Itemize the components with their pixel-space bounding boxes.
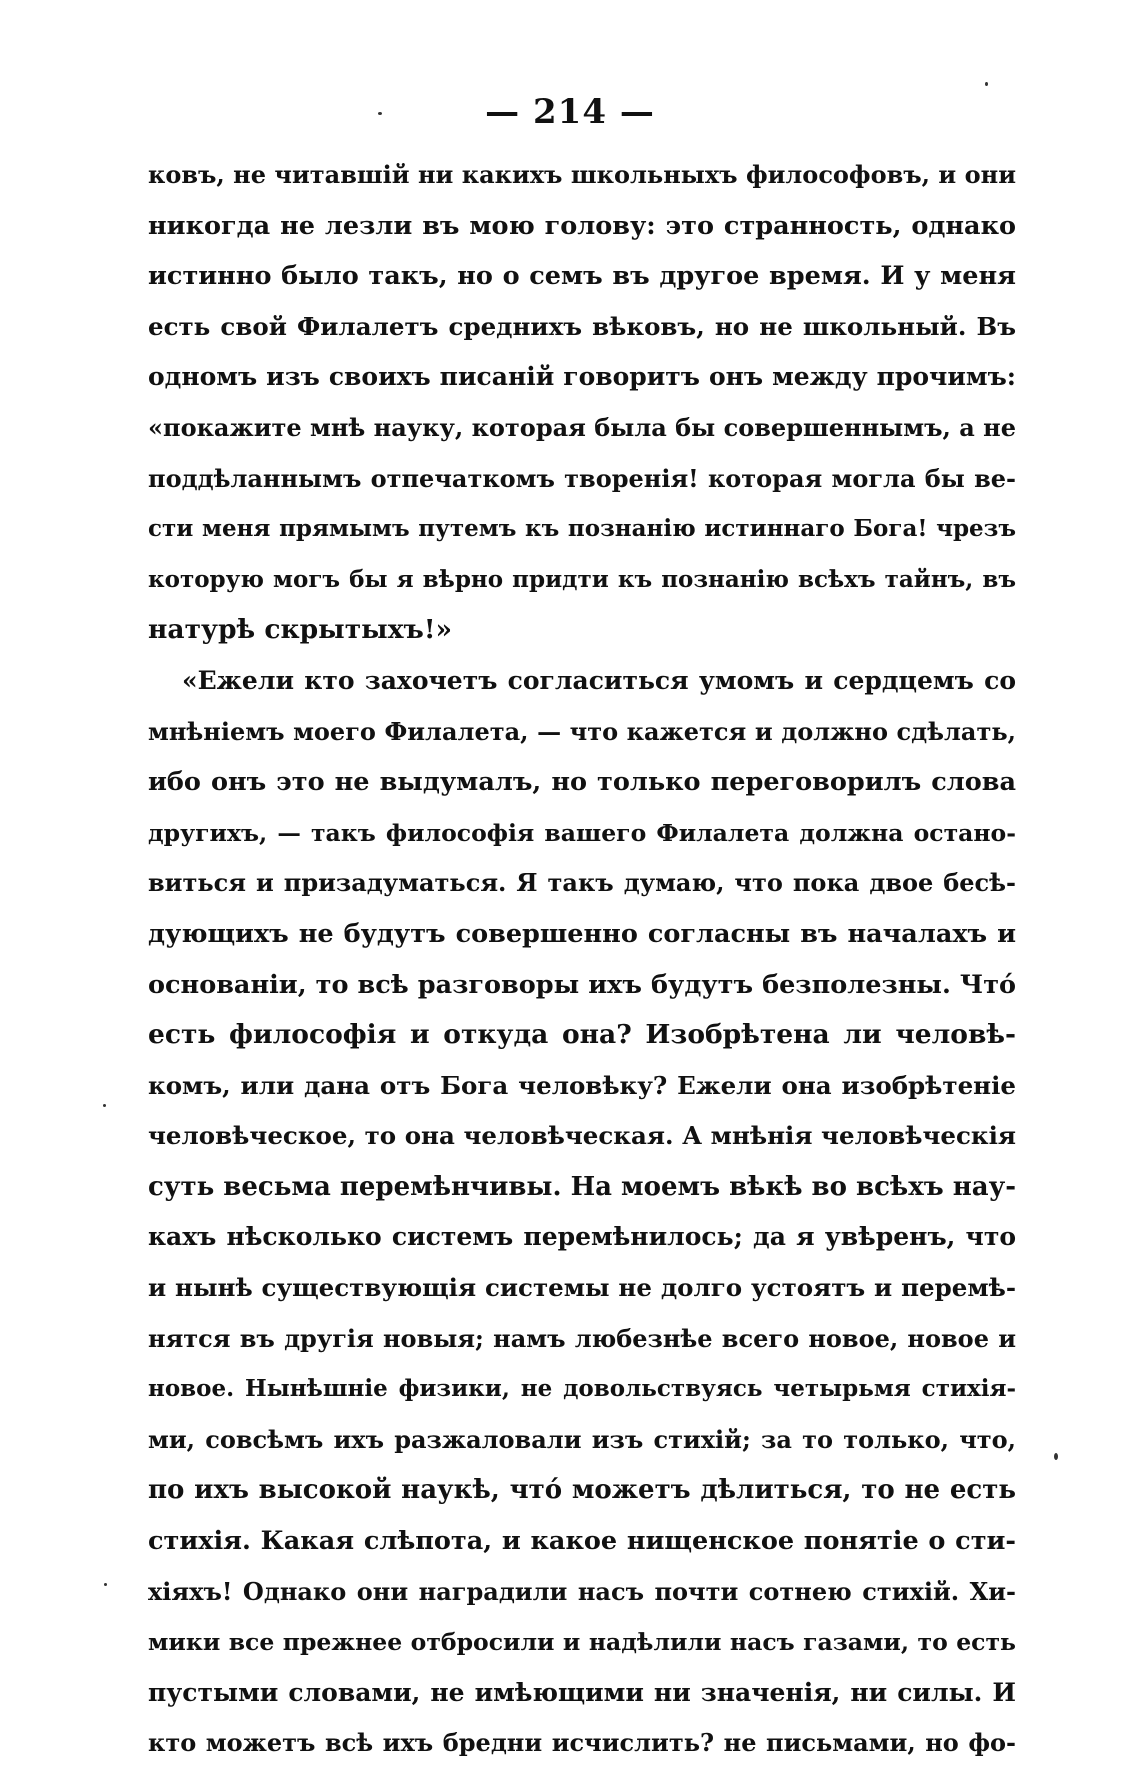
text-line: основаніи, то всѣ разговоры ихъ будутъ безполезны. Что́ bbox=[148, 969, 1016, 1000]
text-line: пустыми словами, не имѣющими ни значенія, ни силы. И bbox=[148, 1677, 1016, 1707]
text-line: ковъ, не читавшій ни какихъ школьныхъ философовъ, и они bbox=[148, 160, 1016, 189]
text-line: «покажите мнѣ науку, которая была бы совершеннымъ, а не bbox=[148, 412, 1016, 442]
text-line: мнѣніемъ моего Филалета, — что кажется и должно сдѣлать, bbox=[148, 716, 1016, 746]
text-line: кто можетъ всѣ ихъ бредни исчислить? не письмами, но фо- bbox=[148, 1728, 1016, 1758]
text-line: кахъ нѣсколько системъ перемѣнилось; да я увѣренъ, что bbox=[148, 1222, 1016, 1252]
text-line: ибо онъ это не выдумалъ, но только переговорилъ слова bbox=[148, 767, 1016, 798]
text-line: которую могъ бы я вѣрно придти къ познанію всѣхъ тайнъ, въ bbox=[148, 565, 1016, 593]
text-line: человѣческое, то она человѣческая. А мнѣнія человѣческія bbox=[148, 1121, 1016, 1151]
text-line: поддѣланнымъ отпечаткомъ творенія! которая могла бы ве- bbox=[148, 463, 1016, 493]
text-line: мики все прежнее отбросили и надѣлили насъ газами, то есть bbox=[148, 1628, 1016, 1657]
scan-speck bbox=[104, 1583, 107, 1586]
text-line: нятся въ другія новыя; намъ любезнѣе всего новое, новое и bbox=[148, 1323, 1016, 1353]
text-line: комъ, или дана отъ Бога человѣку? Ежели она изобрѣтеніе bbox=[148, 1070, 1016, 1100]
text-line: дующихъ не будутъ совершенно согласны въ началахъ и bbox=[148, 918, 1016, 949]
body-text bbox=[148, 150, 1016, 1769]
text-line: есть философія и откуда она? Изобрѣтена ли человѣ- bbox=[148, 1019, 1016, 1051]
text-line: другихъ, — такъ философія вашего Филалета должна остано- bbox=[148, 818, 1016, 847]
page-number: — 214 — bbox=[485, 92, 655, 132]
text-line: никогда не лезли въ мою голову: это странность, однако bbox=[148, 210, 1016, 241]
scan-speck bbox=[378, 112, 382, 115]
scan-speck bbox=[1054, 1453, 1058, 1460]
text-line: сти меня прямымъ путемъ къ познанію истиннаго Бога! чрезъ bbox=[148, 515, 1016, 543]
text-line: и нынѣ существующія системы не долго устоятъ и перемѣ- bbox=[148, 1273, 1016, 1303]
text-line: виться и призадуматься. Я такъ думаю, что пока двое бесѣ- bbox=[148, 868, 1016, 898]
text-line: натурѣ скрытыхъ!» bbox=[148, 614, 453, 646]
text-line: ми, совсѣмъ ихъ разжаловали изъ стихій; за то только, что, bbox=[148, 1424, 1016, 1454]
paragraph-first-line: «Ежели кто захочетъ согласиться умомъ и сердцемъ со bbox=[182, 665, 1016, 695]
text-line: суть весьма перемѣнчивы. На моемъ вѣкѣ во всѣхъ нау- bbox=[148, 1171, 1016, 1202]
text-line: по ихъ высокой наукѣ, что́ можетъ дѣлиться, то не есть bbox=[148, 1475, 1016, 1506]
scan-speck bbox=[103, 1104, 106, 1107]
text-line: есть свой Филалетъ среднихъ вѣковъ, но не школьный. Въ bbox=[148, 311, 1016, 341]
text-line: истинно было такъ, но о семъ въ другое время. И у меня bbox=[148, 261, 1016, 292]
text-line: хіяхъ! Однако они наградили насъ почти сотнею стихій. Хи- bbox=[148, 1576, 1016, 1606]
text-line: новое. Нынѣшніе физики, не довольствуясь четырьмя стихія- bbox=[148, 1375, 1016, 1403]
text-line: стихія. Какая слѣпота, и какое нищенское понятіе о сти- bbox=[148, 1526, 1016, 1557]
scan-speck bbox=[985, 82, 988, 86]
text-line: одномъ изъ своихъ писаній говоритъ онъ между прочимъ: bbox=[148, 362, 1016, 392]
